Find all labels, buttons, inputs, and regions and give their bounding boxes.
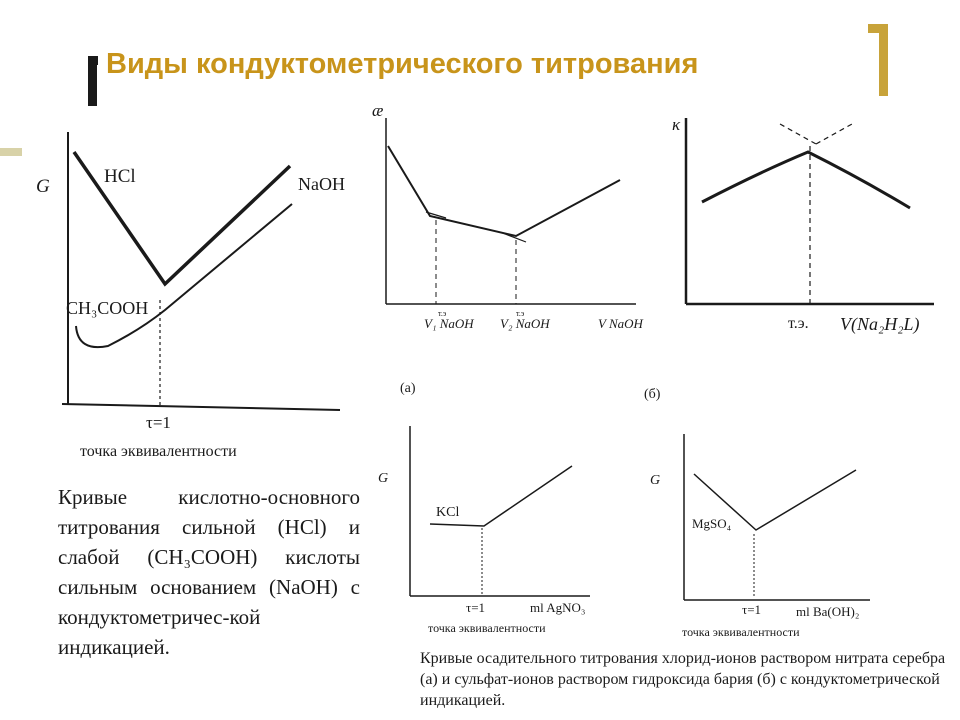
- fig1-ch3cooh-label: CH₃COOH: [66, 298, 149, 318]
- fig3-te-label: т.э.: [788, 315, 809, 332]
- fig3-ylabel: κ: [672, 115, 681, 134]
- figure-kcl: [378, 381, 590, 635]
- slide-title: Виды кондуктометрического титрования: [106, 48, 699, 80]
- fig5-tau-label: τ=1: [742, 602, 762, 617]
- fig3-tangent-right: [816, 124, 852, 144]
- fig1-naoh-label: NaOH: [298, 174, 345, 194]
- fig5-eq-label: точка эквивалентности: [682, 625, 800, 639]
- fig4-xlabel: ml AgNO₃: [530, 600, 586, 615]
- figure-two-breaks: [372, 101, 644, 331]
- fig5-panel: (б): [644, 387, 661, 402]
- precipitation-caption: Кривые осадительного титрования хлорид-ионов раствором нитрата серебра (а) и сульфат-ионов раствором гидроксида бария (б) с кондуктометрической индикацией.: [420, 650, 946, 709]
- fig2-curve: [388, 146, 620, 236]
- fig2-v1-sup: т.э: [438, 309, 447, 318]
- fig4-ylabel: G: [378, 471, 389, 486]
- fig2-xlabel: V NaOH: [598, 316, 643, 331]
- fig3-xlabel: V(Na₂H₂L): [840, 314, 920, 334]
- fig3-tangent-left: [780, 124, 816, 144]
- fig1-x-axis: [62, 404, 340, 410]
- fig3-curve: [702, 152, 910, 208]
- fig4-eq-label: точка эквивалентности: [428, 621, 546, 635]
- fig5-xlabel: ml Ba(OH)₂: [796, 604, 860, 619]
- figure-acid-base: [36, 132, 345, 460]
- fig5-ylabel: G: [650, 473, 661, 488]
- fig4-tau-label: τ=1: [466, 600, 486, 615]
- fig5-mgso4-label: MgSO₄: [692, 516, 732, 531]
- fig4-panel: (а): [400, 381, 416, 396]
- figure-maximum: [672, 115, 934, 335]
- figure-mgso4: [644, 387, 870, 639]
- fig1-xlabel: точка эквивалентности: [80, 443, 237, 460]
- fig2-ylabel: æ: [372, 101, 384, 120]
- fig1-ylabel: G: [36, 176, 50, 197]
- fig4-kcl-label: KCl: [436, 505, 460, 520]
- fig2-v2-label: V₂ NaOH: [500, 316, 550, 331]
- fig1-ch3cooh-curve: [76, 204, 292, 347]
- acid-base-caption: Кривые кислотно-основного титрования сильной (HCl) и слабой (CH₃COOH) кислоты сильным основанием (NaOH) с кондуктометричес-кой индикацией.: [58, 485, 360, 659]
- fig2-v2-sup: т.э: [516, 309, 525, 318]
- fig1-hcl-label: HCl: [104, 166, 136, 187]
- fig1-tau-label: τ=1: [146, 413, 171, 432]
- fig2-v1-label: V₁ NaOH: [424, 316, 474, 331]
